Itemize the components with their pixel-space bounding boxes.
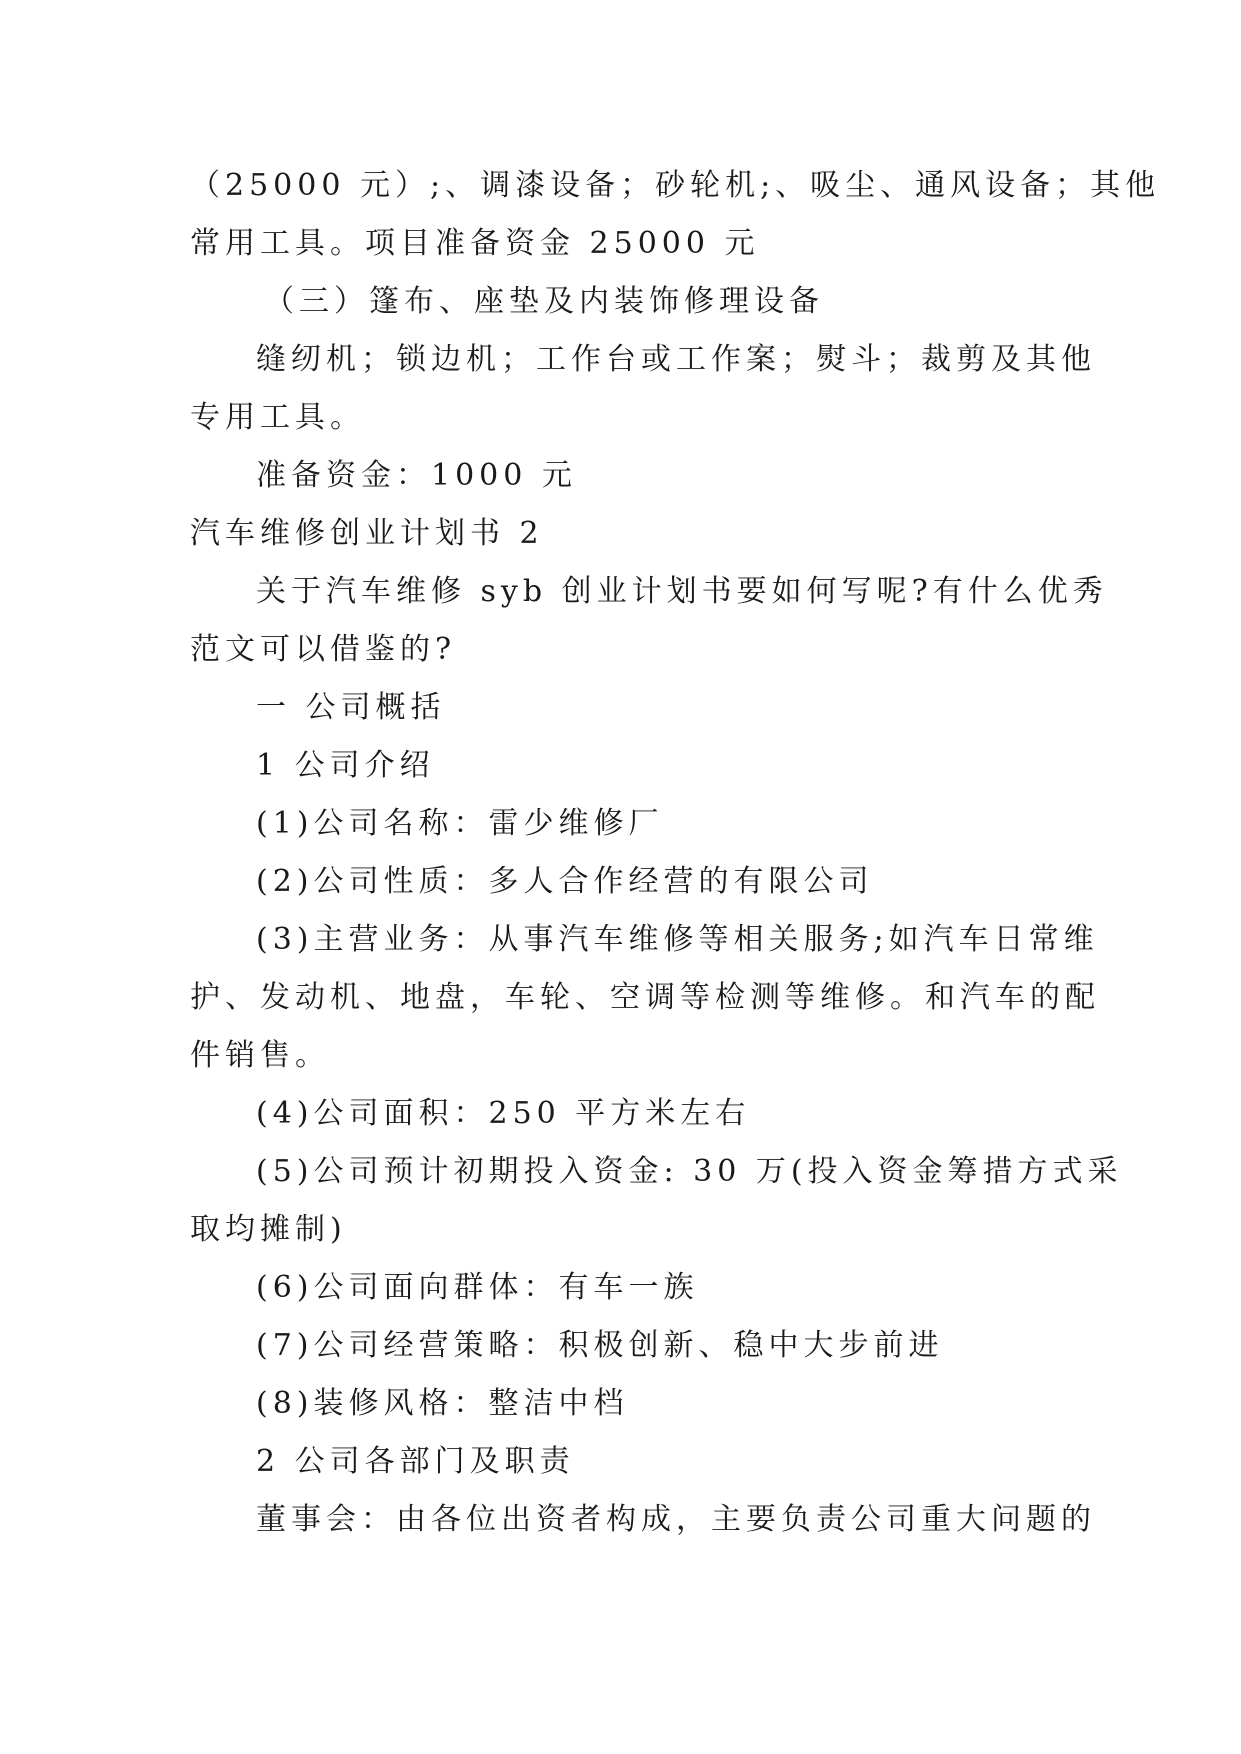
text-line: 准备资金：1000 元 bbox=[256, 458, 577, 493]
section-heading: （三）篷布、座垫及内装饰修理设备 bbox=[264, 284, 824, 319]
section-heading: 一 公司概括 bbox=[256, 690, 446, 725]
list-item: (4)公司面积：250 平方米左右 bbox=[256, 1096, 751, 1131]
list-item: (5)公司预计初期投入资金: 30 万(投入资金筹措方式采 bbox=[256, 1154, 1123, 1189]
text-line: （25000 元）;、调漆设备；砂轮机;、吸尘、通风设备；其他 bbox=[190, 168, 1161, 203]
text-line: 董事会：由各位出资者构成，主要负责公司重大问题的 bbox=[256, 1502, 1096, 1537]
list-item: (3)主营业务：从事汽车维修等相关服务;如汽车日常维 bbox=[256, 922, 1099, 957]
text-line: 件销售。 bbox=[190, 1038, 330, 1073]
section-heading: 2 公司各部门及职责 bbox=[256, 1444, 575, 1479]
text-line: 专用工具。 bbox=[190, 400, 365, 435]
list-item: (7)公司经营策略：积极创新、稳中大步前进 bbox=[256, 1328, 944, 1363]
list-item: (2)公司性质：多人合作经营的有限公司 bbox=[256, 864, 874, 899]
list-item: (6)公司面向群体：有车一族 bbox=[256, 1270, 699, 1305]
document-title: 汽车维修创业计划书 2 bbox=[190, 516, 544, 551]
text-line: 缝纫机；锁边机；工作台或工作案；熨斗；裁剪及其他 bbox=[256, 342, 1096, 377]
section-heading: 1 公司介绍 bbox=[256, 748, 435, 783]
text-line: 护、发动机、地盘，车轮、空调等检测等维修。和汽车的配 bbox=[190, 980, 1100, 1015]
text-line: 关于汽车维修 syb 创业计划书要如何写呢?有什么优秀 bbox=[256, 574, 1108, 609]
text-line: 取均摊制) bbox=[190, 1212, 347, 1247]
list-item: (1)公司名称：雷少维修厂 bbox=[256, 806, 664, 841]
text-line: 常用工具。项目准备资金 25000 元 bbox=[190, 226, 760, 261]
text-line: 范文可以借鉴的? bbox=[190, 632, 457, 667]
list-item: (8)装修风格：整洁中档 bbox=[256, 1386, 629, 1421]
